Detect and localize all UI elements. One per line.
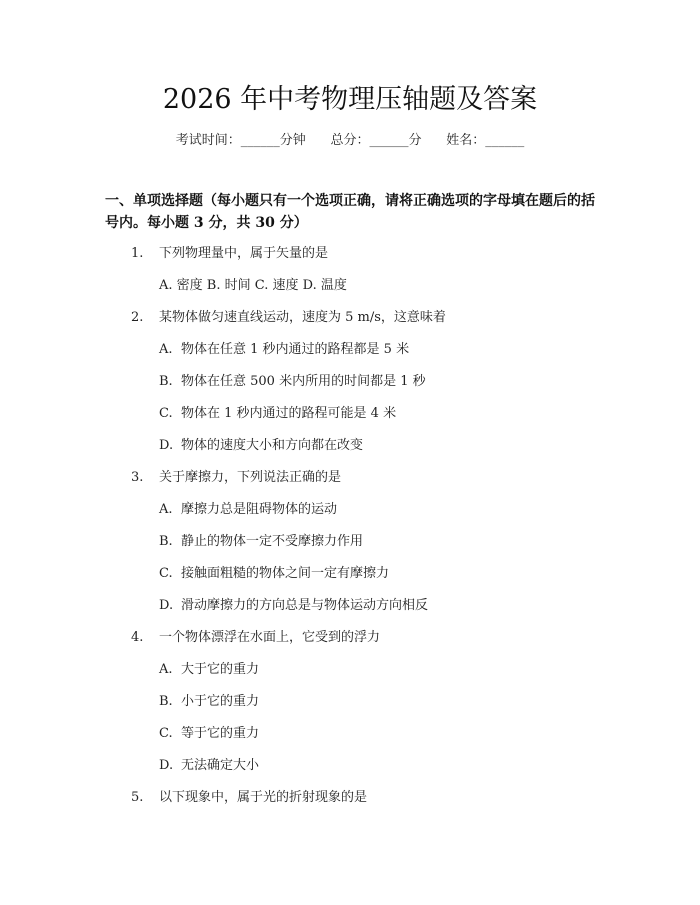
option-text: 滑动摩擦力的方向总是与物体运动方向相反	[181, 598, 429, 613]
option-letter: D.	[159, 438, 174, 453]
exam-title: 2026 年中考物理压轴题及答案	[162, 84, 538, 115]
question-3	[131, 468, 341, 488]
question-5	[131, 788, 367, 808]
question-text: 以下现象中，属于光的折射现象的是	[159, 790, 368, 805]
question-1	[131, 244, 328, 264]
question-number: 1.	[131, 246, 144, 261]
option-3d	[159, 596, 428, 616]
option-letter: A.	[159, 662, 173, 677]
option-text: 物体的速度大小和方向都在改变	[181, 438, 364, 453]
option-3a	[159, 500, 337, 520]
option-letter: B.	[159, 694, 173, 709]
option-3c	[159, 564, 389, 584]
option-text: 静止的物体一定不受摩擦力作用	[181, 534, 364, 549]
option-4a	[159, 660, 259, 680]
section-heading: 一、单项选择题（每小题只有一个选项正确，请将正确选项的字母填在题后的括号内。每小题 3 分，共 30 分）	[105, 193, 595, 231]
option-4c	[159, 724, 259, 744]
option-letter: C.	[159, 406, 173, 421]
question-2	[131, 308, 446, 328]
option-2c	[159, 404, 396, 424]
option-letter: D.	[159, 598, 174, 613]
exam-meta-line: 考试时间：______分钟 总分：______分 姓名：______	[175, 133, 525, 148]
question-number: 2.	[131, 310, 144, 325]
option-text: 大于它的重力	[181, 662, 260, 677]
option-text: 物体在任意 500 米内所用的时间都是 1 秒	[181, 374, 426, 389]
option-text: 无法确定大小	[181, 758, 260, 773]
option-letter: A.	[159, 502, 173, 517]
question-text: 关于摩擦力，下列说法正确的是	[159, 470, 342, 485]
question-1-options: A. 密度 B. 时间 C. 速度 D. 温度	[159, 278, 347, 293]
question-number: 5.	[131, 790, 144, 805]
option-letter: B.	[159, 374, 173, 389]
option-text: 摩擦力总是阻碍物体的运动	[181, 502, 338, 517]
option-3b	[159, 532, 363, 552]
option-2a	[159, 340, 409, 360]
option-text: 等于它的重力	[181, 726, 260, 741]
option-text: 物体在任意 1 秒内通过的路程都是 5 米	[181, 342, 410, 357]
option-letter: A.	[159, 342, 173, 357]
option-2d	[159, 436, 363, 456]
question-4	[131, 628, 380, 648]
question-text: 某物体做匀速直线运动，速度为 5 m/s，这意味着	[159, 310, 446, 325]
question-number: 4.	[131, 630, 144, 645]
option-letter: B.	[159, 534, 173, 549]
question-text: 一个物体漂浮在水面上，它受到的浮力	[159, 630, 381, 645]
option-letter: C.	[159, 566, 173, 581]
option-text: 小于它的重力	[181, 694, 260, 709]
option-text: 物体在 1 秒内通过的路程可能是 4 米	[181, 406, 397, 421]
option-4d	[159, 756, 259, 776]
option-4b	[159, 692, 259, 712]
option-text: 接触面粗糙的物体之间一定有摩擦力	[181, 566, 390, 581]
question-number: 3.	[131, 470, 144, 485]
option-2b	[159, 372, 426, 392]
option-letter: C.	[159, 726, 173, 741]
option-letter: D.	[159, 758, 174, 773]
question-text: 下列物理量中，属于矢量的是	[159, 246, 329, 261]
